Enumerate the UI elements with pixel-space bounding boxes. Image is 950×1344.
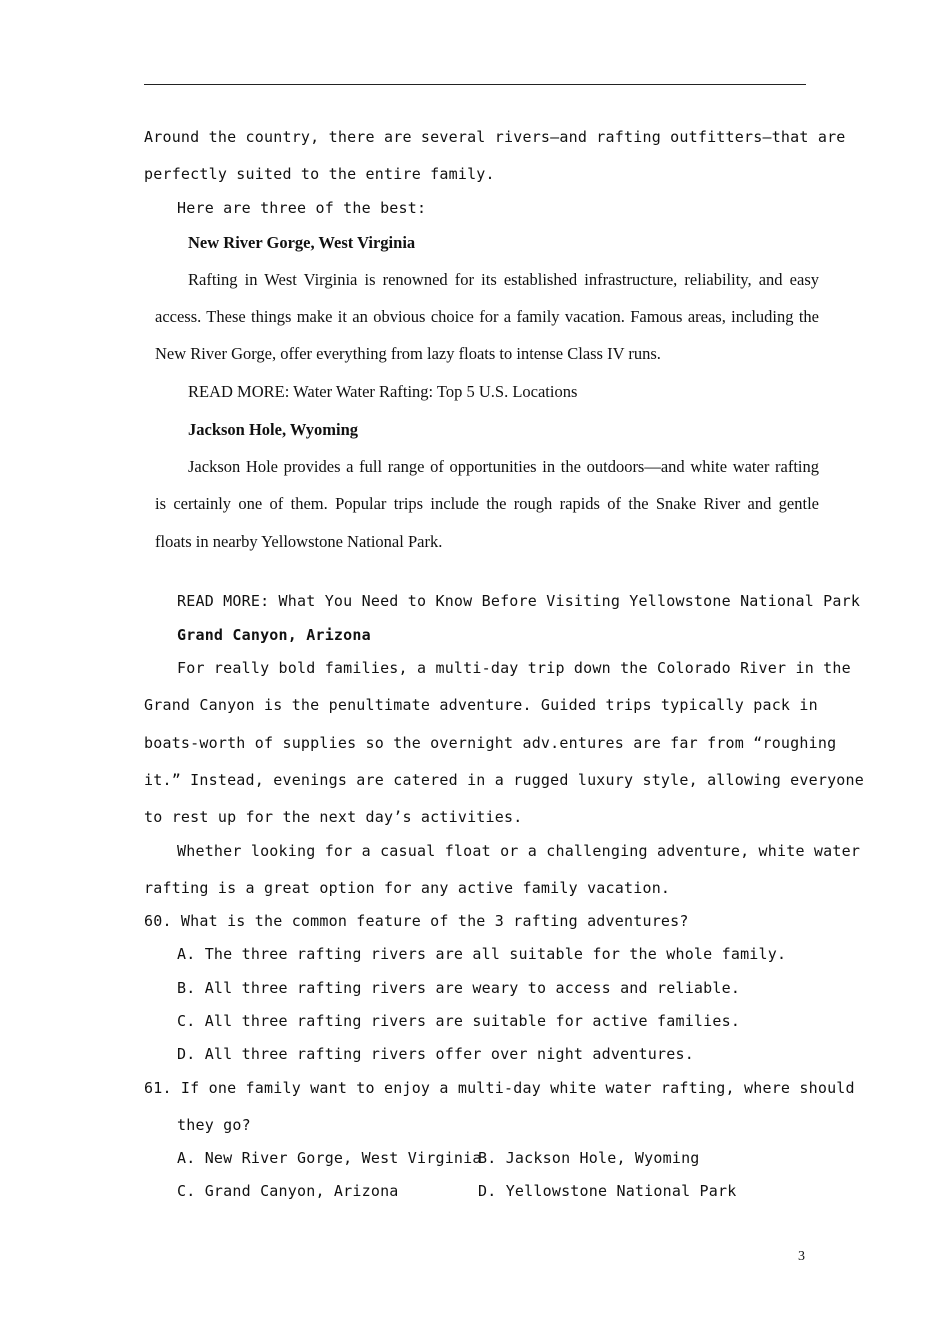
section1-read-more: READ MORE: Water Water Rafting: Top 5 U.S. Locations bbox=[188, 382, 578, 401]
intro-line-3: Here are three of the best: bbox=[177, 199, 427, 217]
question-61-option-c: C. Grand Canyon, Arizona bbox=[177, 1182, 399, 1200]
closing-line-2: rafting is a great option for any active family vacation. bbox=[144, 879, 671, 897]
closing-line-1: Whether looking for a casual float or a challenging adventure, white water bbox=[177, 842, 861, 860]
section3-para-line-3: boats-worth of supplies so the overnight adv.entures are far from “roughing bbox=[144, 734, 837, 752]
question-60-option-b: B. All three rafting rivers are weary to access and reliable. bbox=[177, 979, 741, 997]
intro-line-1: Around the country, there are several rivers—and rafting outfitters—that are bbox=[144, 128, 846, 146]
section1-para-line-3: New River Gorge, offer everything from lazy floats to intense Class IV runs. bbox=[155, 344, 661, 363]
section-heading-grand-canyon: Grand Canyon, Arizona bbox=[177, 626, 371, 644]
section2-para-line-1: Jackson Hole provides a full range of opportunities in the outdoors—and white water rafting bbox=[188, 457, 819, 476]
question-61-stem-line-1: 61. If one family want to enjoy a multi-day white water rafting, where should bbox=[144, 1079, 855, 1097]
page-number: 3 bbox=[798, 1249, 805, 1264]
section3-para-line-2: Grand Canyon is the penultimate adventure. Guided trips typically pack in bbox=[144, 696, 818, 714]
header-rule bbox=[144, 84, 806, 85]
section1-para-line-2: access. These things make it an obvious choice for a family vacation. Famous areas, including the bbox=[155, 307, 819, 326]
section-heading-new-river: New River Gorge, West Virginia bbox=[188, 233, 416, 252]
question-60-option-a: A. The three rafting rivers are all suitable for the whole family. bbox=[177, 945, 787, 963]
section2-read-more: READ MORE: What You Need to Know Before Visiting Yellowstone National Park bbox=[177, 592, 861, 610]
intro-line-2: perfectly suited to the entire family. bbox=[144, 165, 495, 183]
section3-para-line-5: to rest up for the next day’s activities. bbox=[144, 808, 523, 826]
section2-para-line-3: floats in nearby Yellowstone National Park. bbox=[155, 532, 443, 551]
question-61-stem-line-2: they go? bbox=[177, 1116, 251, 1134]
question-61-option-d: D. Yellowstone National Park bbox=[478, 1182, 737, 1200]
question-60-stem: 60. What is the common feature of the 3 rafting adventures? bbox=[144, 912, 689, 930]
section1-para-line-1: Rafting in West Virginia is renowned for its established infrastructure, reliability, and easy bbox=[188, 270, 819, 289]
section3-para-line-4: it.” Instead, evenings are catered in a rugged luxury style, allowing everyone bbox=[144, 771, 864, 789]
section3-para-line-1: For really bold families, a multi-day trip down the Colorado River in the bbox=[177, 659, 851, 677]
section2-para-line-2: is certainly one of them. Popular trips include the rough rapids of the Snake River and gentle bbox=[155, 494, 819, 513]
question-60-option-c: C. All three rafting rivers are suitable for active families. bbox=[177, 1012, 741, 1030]
question-60-option-d: D. All three rafting rivers offer over night adventures. bbox=[177, 1045, 694, 1063]
section-heading-jackson-hole: Jackson Hole, Wyoming bbox=[188, 420, 359, 439]
question-61-option-b: B. Jackson Hole, Wyoming bbox=[478, 1149, 700, 1167]
question-61-option-a: A. New River Gorge, West Virginia bbox=[177, 1149, 482, 1167]
